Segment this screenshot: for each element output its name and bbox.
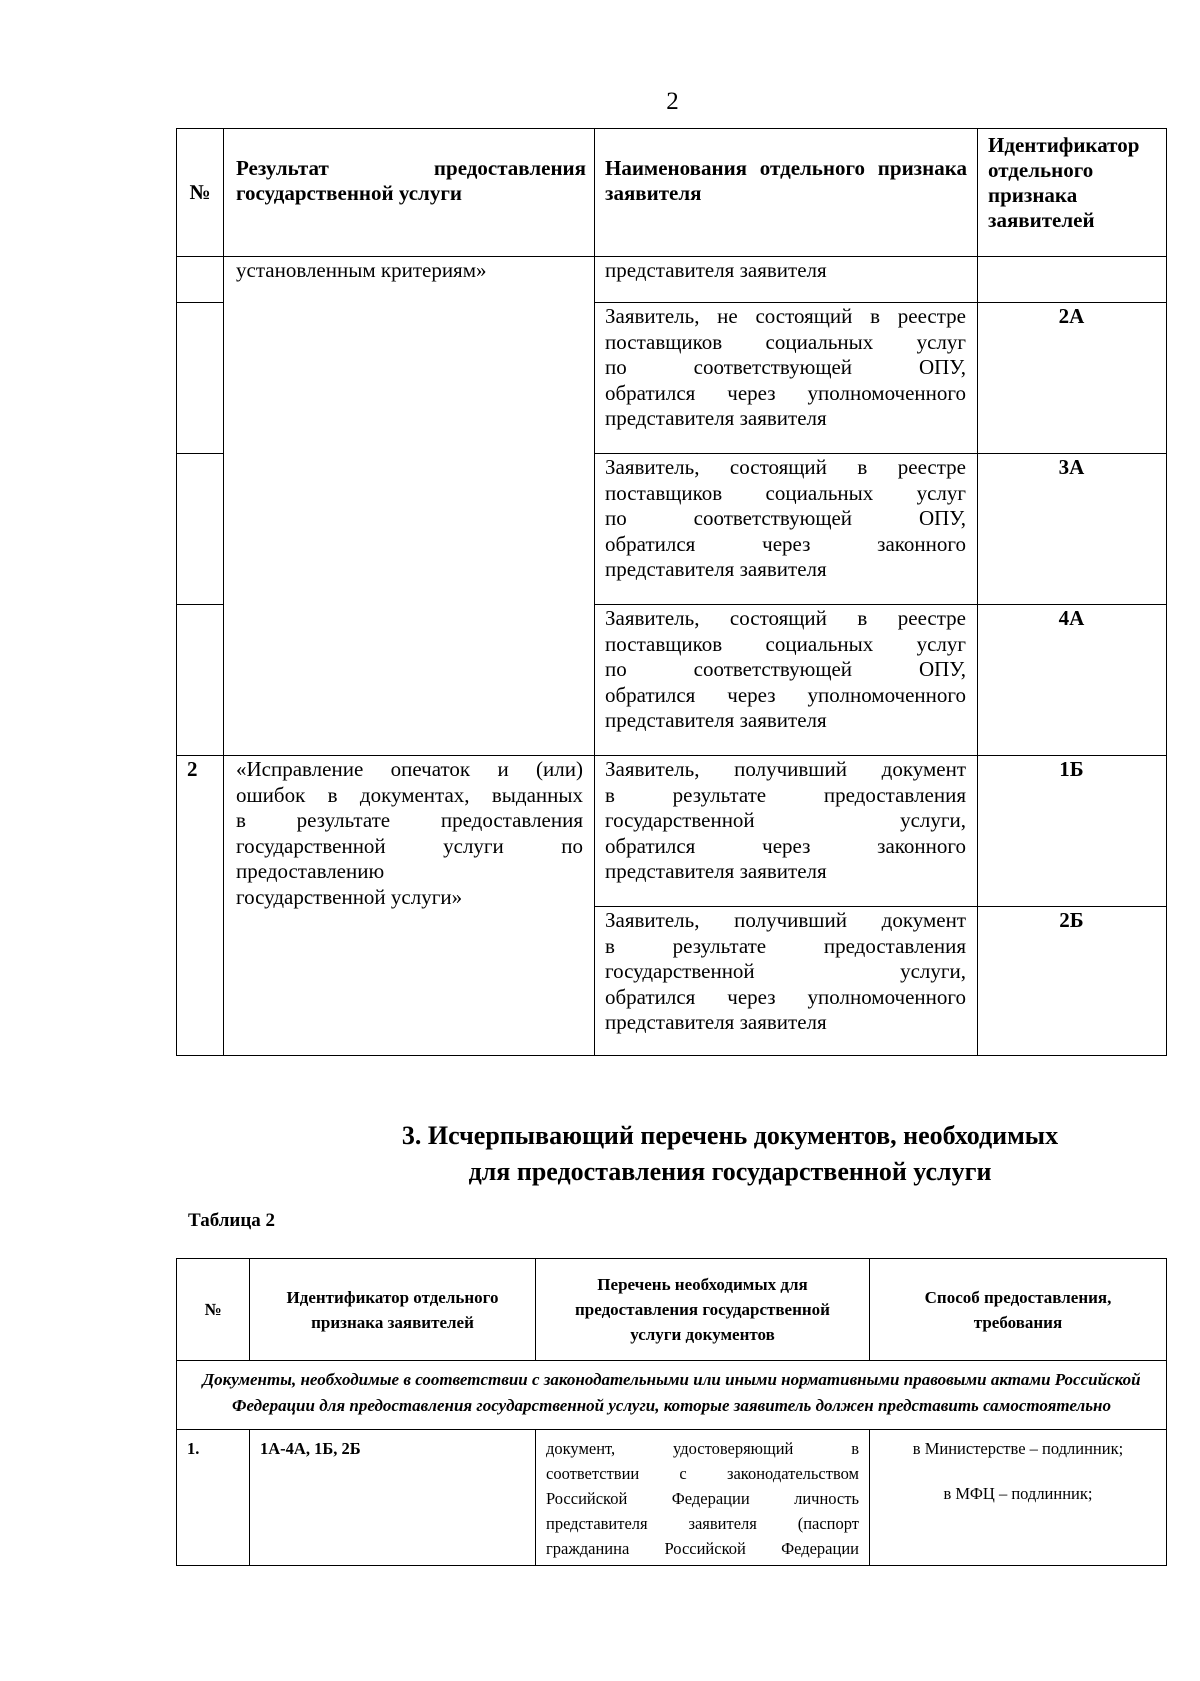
cell-id-2a: 2А xyxy=(978,303,1167,454)
header-method: Способ предоставления, требования xyxy=(870,1259,1167,1361)
table-row xyxy=(177,1361,1167,1430)
header-num: № xyxy=(177,1259,250,1361)
header-docs: Перечень необходимых для предоставления государственной услуги документов xyxy=(536,1259,870,1361)
header-identifier: Идентификатор отдельного признака заявителей xyxy=(250,1259,536,1361)
cell-num-empty xyxy=(177,257,224,303)
section-title-line1: 3. Исчерпывающий перечень документов, необходимых xyxy=(401,1121,1059,1150)
section-title-line2: для предоставления государственной услуги xyxy=(468,1157,992,1186)
cell-id-1b: 1Б xyxy=(978,756,1167,907)
cell-num-empty xyxy=(177,605,224,756)
cell-sign-3a: Заявитель, состоящий в реестре поставщиков социальных услуг по соответствующей ОПУ, обратился через законного представителя заявителя xyxy=(595,454,978,605)
cell-id-empty xyxy=(978,257,1167,303)
cell-sign-1b: Заявитель, получивший документ в результате предоставления государственной услуги, обратился через законного представителя заявителя xyxy=(595,756,978,907)
header-identifier: Идентификатор отдельного признака заявителей xyxy=(978,129,1167,257)
table-header-row xyxy=(177,129,1167,257)
cell-id-4a: 4А xyxy=(978,605,1167,756)
cell-num-2: 2 xyxy=(177,756,224,1056)
cell-sign-4a: Заявитель, состоящий в реестре поставщиков социальных услуг по соответствующей ОПУ, обратился через уполномоченного представителя заявителя xyxy=(595,605,978,756)
cell-docs-1: документ, удостоверяющий в соответствии с законодательством Российской Федерации личность представителя заявителя (паспорт гражданина Российской Федерации xyxy=(536,1430,870,1566)
cell-ids-1: 1А-4А, 1Б, 2Б xyxy=(250,1430,536,1566)
table-header-row xyxy=(177,1259,1167,1361)
documents-table xyxy=(176,1258,1167,1566)
cell-method-1: в Министерстве – подлинник; в МФЦ – подлинник; xyxy=(870,1430,1167,1566)
cell-sign-2a: Заявитель, не состоящий в реестре поставщиков социальных услуг по соответствующей ОПУ, обратился через уполномоченного представителя заявителя xyxy=(595,303,978,454)
table-row xyxy=(177,756,1167,907)
table-row xyxy=(177,257,1167,303)
cell-num-empty xyxy=(177,303,224,454)
cell-sign-cont: представителя заявителя xyxy=(595,257,978,303)
cell-result-cont: установленным критериям» xyxy=(224,257,595,756)
table-row xyxy=(177,1430,1167,1566)
section-note: Документы, необходимые в соответствии с законодательными или иными нормативными правовыми актами Российской Федерации для предоставления государственной услуги, которые заявитель должен представить самостоятельно xyxy=(177,1361,1167,1430)
header-result: Результат предоставления государственной услуги xyxy=(224,129,595,257)
header-num: № xyxy=(177,129,224,257)
cell-id-3a: 3А xyxy=(978,454,1167,605)
cell-sign-2b: Заявитель, получивший документ в результате предоставления государственной услуги, обратился через уполномоченного представителя заявителя xyxy=(595,907,978,1056)
header-sign-name: Наименования отдельного признака заявителя xyxy=(595,129,978,257)
applicant-signs-table xyxy=(176,128,1167,1056)
page-number: 2 xyxy=(666,88,679,115)
table-caption: Таблица 2 xyxy=(188,1210,276,1231)
cell-result-2: «Исправление опечаток и (или) ошибок в документах, выданных в результате предоставления государственной услуги по предоставлению государственной услуги» xyxy=(224,756,595,1056)
cell-num-1: 1. xyxy=(177,1430,250,1566)
section-title xyxy=(330,1118,1130,1190)
cell-id-2b: 2Б xyxy=(978,907,1167,1056)
cell-num-empty xyxy=(177,454,224,605)
